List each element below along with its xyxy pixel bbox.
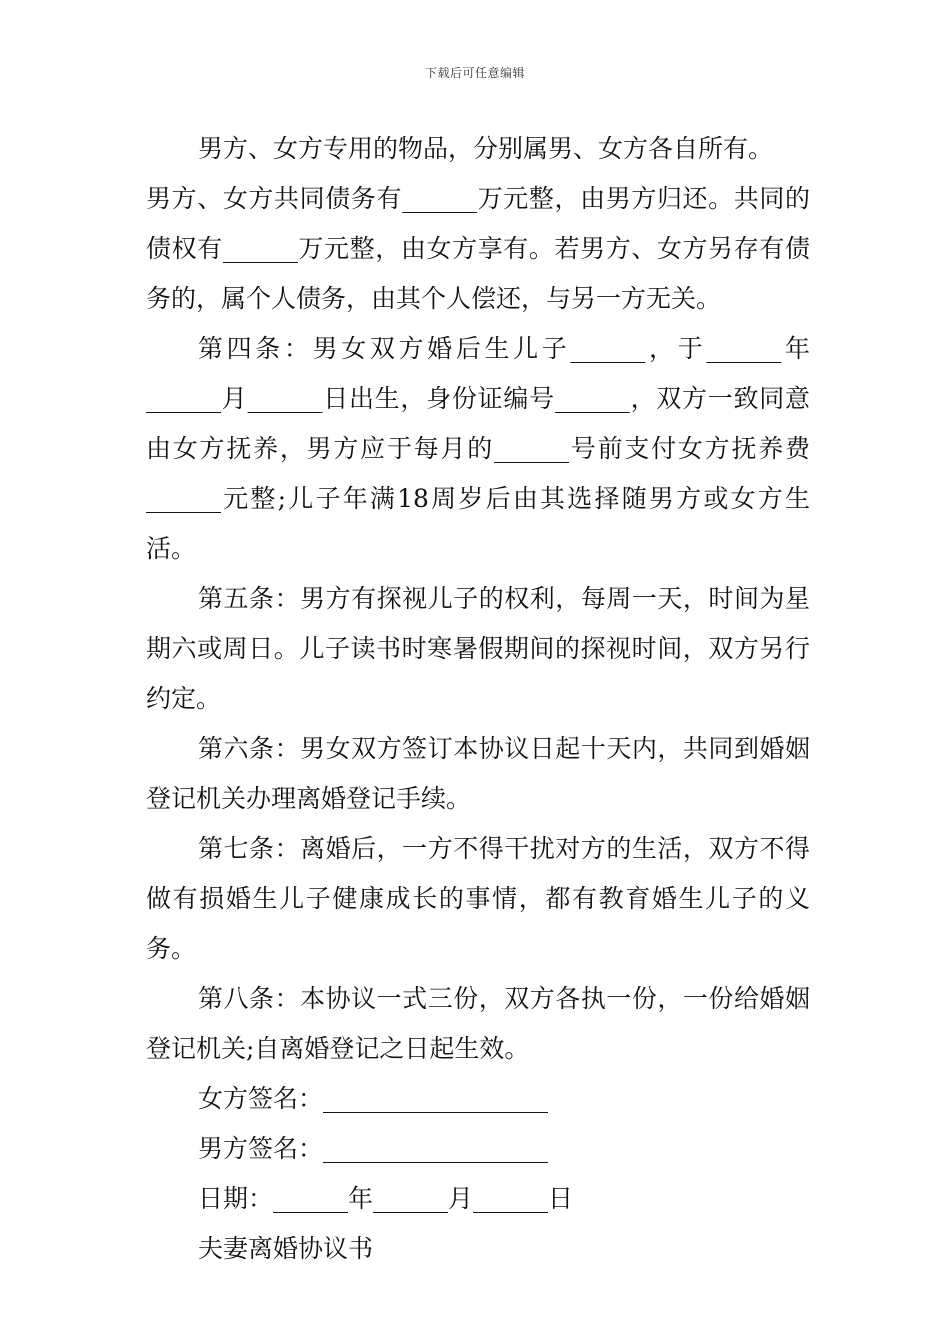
male-signature-line: 男方签名：__________________ [198, 1134, 549, 1163]
paragraph-article-8: 第八条：本协议一式三份，双方各执一份，一份给婚姻登记机关;自离婚登记之日起生效。 [146, 984, 810, 1063]
paragraph-article-6: 第六条：男女双方签订本协议日起十天内，共同到婚姻登记机关办理离婚登记手续。 [146, 734, 810, 813]
female-signature-line: 女方签名：__________________ [198, 1084, 549, 1113]
paragraph-article-7: 第七条：离婚后，一方不得干扰对方的生活，双方不得做有损婚生儿子健康成长的事情，都有教育婚生儿子的义务。 [146, 834, 810, 963]
page-header: 下载后可任意编辑 [424, 66, 525, 80]
paragraph-article-5: 第五条：男方有探视儿子的权利，每周一天，时间为星期六或周日。儿子读书时寒暑假期间的探视时间，双方另行约定。 [146, 584, 810, 713]
paragraph-personal-items: 男方、女方专用的物品，分别属男、女方各自所有。 [198, 134, 774, 163]
document-title: 夫妻离婚协议书 [198, 1234, 374, 1263]
paragraph-debts: 男方、女方共同债务有______万元整，由男方归还。共同的债权有______万元整，由女方享有。若男方、女方另存有债务的，属个人债务，由其个人偿还，与另一方无关。 [146, 184, 810, 313]
date-line: 日期：______年______月______日 [198, 1184, 574, 1213]
document-body [146, 124, 810, 1274]
paragraph-article-4: 第四条：男女双方婚后生儿子______，于______年______月______日出生，身份证编号______，双方一致同意由女方抚养，男方应于每月的______号前支付女方抚养费______元整;儿子年满18周岁后由其选择随男方或女方生活。 [146, 334, 810, 563]
